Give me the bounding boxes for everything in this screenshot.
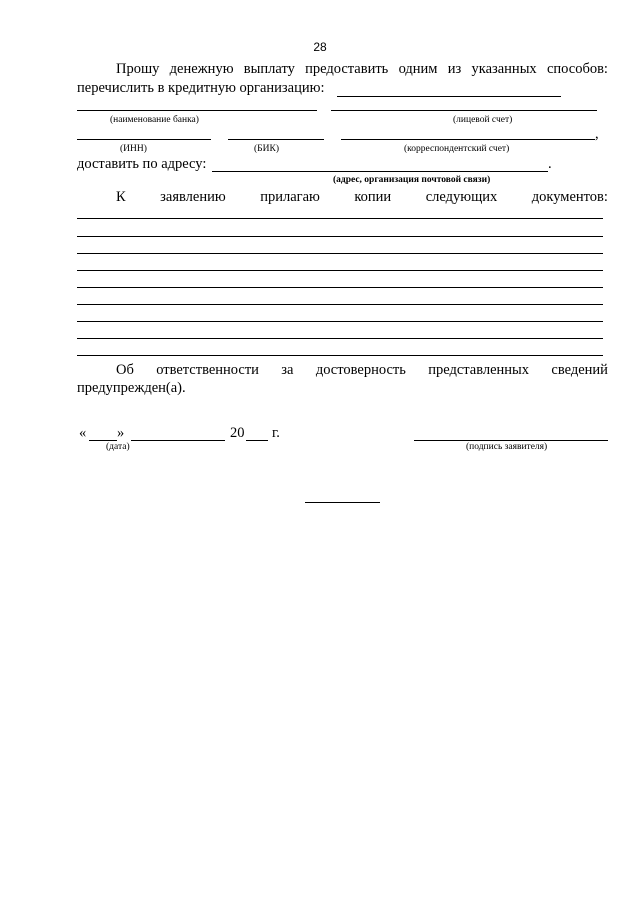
deliver-label: доставить по адресу:	[77, 156, 207, 172]
documents-intro-word: заявлению	[160, 189, 226, 205]
date-year-suffix: г.	[272, 425, 280, 441]
credit-org-blank[interactable]	[337, 96, 561, 97]
bik-caption: (БИК)	[254, 144, 279, 154]
signature-blank[interactable]	[414, 440, 608, 441]
bik-blank[interactable]	[228, 139, 324, 140]
document-blank-line[interactable]	[77, 304, 603, 305]
date-quote-open: «	[79, 425, 87, 441]
documents-intro-word: следующих	[425, 189, 498, 205]
documents-intro-word: копии	[354, 189, 392, 205]
responsibility-line	[116, 362, 608, 379]
document-blank-line[interactable]	[77, 218, 603, 219]
payment-intro-line	[116, 61, 608, 78]
bank-name-blank[interactable]	[77, 110, 317, 111]
bank-name-caption: (наименование банка)	[110, 115, 199, 125]
responsibility-word: сведений	[551, 362, 608, 378]
corr-account-comma: ,	[595, 126, 599, 142]
closing-rule	[305, 502, 380, 503]
date-caption: (дата)	[106, 442, 130, 452]
responsibility-word: достоверность	[315, 362, 406, 378]
corr-account-caption: (корреспондентский счет)	[404, 144, 510, 154]
signature-caption: (подпись заявителя)	[466, 442, 548, 452]
responsibility-line-2: предупрежден(а).	[77, 380, 186, 396]
payment-intro-word: способов:	[546, 61, 608, 77]
responsibility-word: Об	[116, 362, 134, 378]
documents-intro-word: прилагаю	[260, 189, 320, 205]
document-blank-line[interactable]	[77, 270, 603, 271]
credit-org-label: перечислить в кредитную организацию:	[77, 80, 325, 96]
date-day-blank[interactable]	[89, 440, 117, 441]
document-blank-line[interactable]	[77, 321, 603, 322]
inn-blank[interactable]	[77, 139, 211, 140]
documents-intro-word: К	[116, 189, 126, 205]
date-year-prefix: 20	[230, 425, 245, 441]
document-blank-line[interactable]	[77, 287, 603, 288]
payment-intro-word: одним	[398, 61, 438, 77]
corr-account-blank[interactable]	[341, 139, 595, 140]
date-year-blank[interactable]	[246, 440, 268, 441]
payment-intro-word: указанных	[471, 61, 537, 77]
payment-intro-word: денежную	[169, 61, 234, 77]
document-blank-line[interactable]	[77, 338, 603, 339]
payment-intro-word: предоставить	[305, 61, 389, 77]
date-quote-close: »	[117, 425, 125, 441]
address-blank[interactable]	[212, 171, 548, 172]
responsibility-word: за	[281, 362, 294, 378]
date-month-blank[interactable]	[131, 440, 225, 441]
responsibility-word: представленных	[428, 362, 530, 378]
address-caption: (адрес, организация почтовой связи)	[333, 175, 491, 185]
page-number: 28	[313, 40, 327, 54]
account-caption: (лицевой счет)	[453, 115, 513, 125]
documents-intro-line	[116, 189, 608, 206]
document-blank-line[interactable]	[77, 253, 603, 254]
payment-intro-word: Прошу	[116, 61, 160, 77]
documents-intro-word: документов:	[531, 189, 608, 205]
payment-intro-word: из	[447, 61, 462, 77]
document-blank-line[interactable]	[77, 236, 603, 237]
responsibility-word: ответственности	[156, 362, 259, 378]
document-blank-line[interactable]	[77, 355, 603, 356]
payment-intro-word: выплату	[243, 61, 295, 77]
address-period: .	[548, 156, 552, 172]
inn-caption: (ИНН)	[120, 144, 147, 154]
account-blank[interactable]	[331, 110, 597, 111]
